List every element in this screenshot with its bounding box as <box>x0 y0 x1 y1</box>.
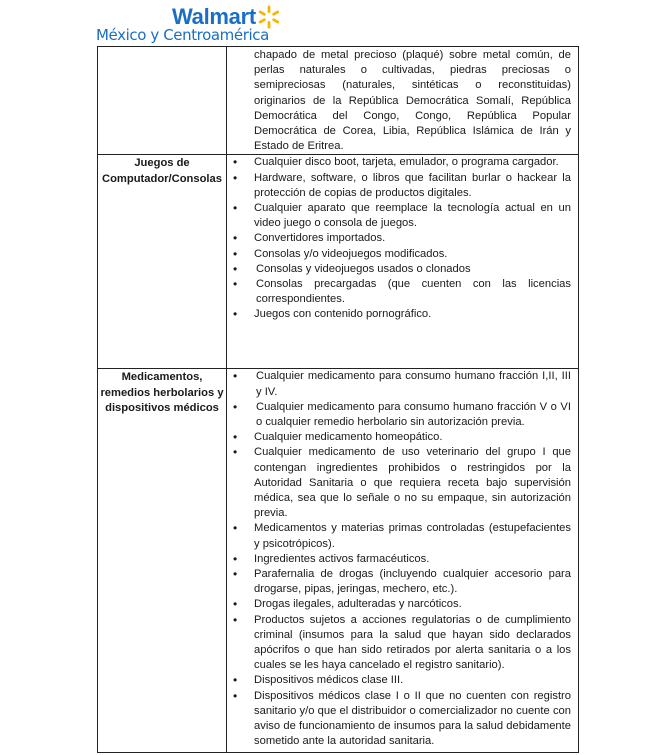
description-cell <box>227 155 579 369</box>
table-row <box>98 369 579 753</box>
list-item: • Parafernalia de drogas (incluyendo cualquier accesorio para drogarse, pipas, jeringas, mechero, etc.). <box>227 567 574 597</box>
table-row <box>98 47 579 155</box>
restriction-list <box>227 369 574 749</box>
list-item: • Cualquier medicamento homeopático. <box>227 430 574 445</box>
list-item: • Hardware, software, o libros que facilitan burlar o hackear la protección de copias de productos digitales. <box>227 171 574 201</box>
list-item: • Consolas precargadas (que cuenten con las licencias correspondientes. <box>227 277 574 307</box>
category-cell <box>98 47 227 155</box>
list-item: • Cualquier disco boot, tarjeta, emulador, o programa cargador. <box>227 155 574 170</box>
list-item: • Medicamentos y materias primas controladas (estupefacientes y psicotrópicos). <box>227 521 574 551</box>
continuation-text: chapado de metal precioso (plaqué) sobre metal común, de perlas naturales o cultivadas, piedras preciosas o semipreciosas (naturales, sintéticas o reconstituidas) originarios de la República Democrática Somalí, República Democrática del Congo, Congo, República Popular Democrática de Corea, Libia, República Islámica de Irán y Estado de Eritrea. <box>254 49 571 153</box>
list-item: • Cualquier medicamento para consumo humano fracción I,II, III y IV. <box>227 369 574 399</box>
list-item: • Consolas y/o videojuegos modificados. <box>227 247 574 262</box>
list-item: • Cualquier medicamento para consumo humano fracción V o VI o cualquier remedio herbolario sin autorización previa. <box>227 400 574 430</box>
logo-subtitle: México y Centroamérica <box>96 26 269 44</box>
description-cell <box>227 369 579 753</box>
list-item: • Consolas y videojuegos usados o clonados <box>227 262 574 277</box>
restriction-list <box>227 155 574 322</box>
list-item: • Productos sujetos a acciones regulatorias o de cumplimiento criminal (insumos para la salud que hayan sido declarados apócrifos o que han sido retirados por alerta sanitaria o a los cuales se les haya cancelado el registro sanitario). <box>227 613 574 674</box>
list-item: • Ingredientes activos farmacéuticos. <box>227 552 574 567</box>
description-cell <box>227 47 579 155</box>
list-item: • Convertidores importados. <box>227 231 574 246</box>
prohibited-products-table <box>97 46 579 753</box>
walmart-logo <box>94 2 314 44</box>
list-item: • Dispositivos médicos clase III. <box>227 673 574 688</box>
list-item: • Dispositivos médicos clase I o II que no cuenten con registro sanitario y/o que el distribuidor o comercializador no cuente con aviso de funcionamiento de insumos para la salud debidamente sometido ante la autoridad sanitaria. <box>227 689 574 750</box>
list-item: • Cualquier aparato que reemplace la tecnología actual en un video juego o consola de juegos. <box>227 201 574 231</box>
logo-wordmark: Walmart <box>172 4 256 29</box>
category-cell: Medicamentos, remedios herbolarios y dispositivos médicos <box>98 369 227 753</box>
list-item: • Juegos con contenido pornográfico. <box>227 307 574 322</box>
list-item: • Cualquier medicamento de uso veterinario del grupo I que contengan ingredientes prohibidos o restringidos por la Autoridad Sanitaria o que requiera receta bajo supervisión médica, sea que lo señale o no su empaque, sin autorización previa. <box>227 445 574 521</box>
table-row <box>98 155 579 369</box>
category-cell: Juegos de Computador/Consolas <box>98 155 227 369</box>
list-item: • Drogas ilegales, adulteradas y narcóticos. <box>227 597 574 612</box>
